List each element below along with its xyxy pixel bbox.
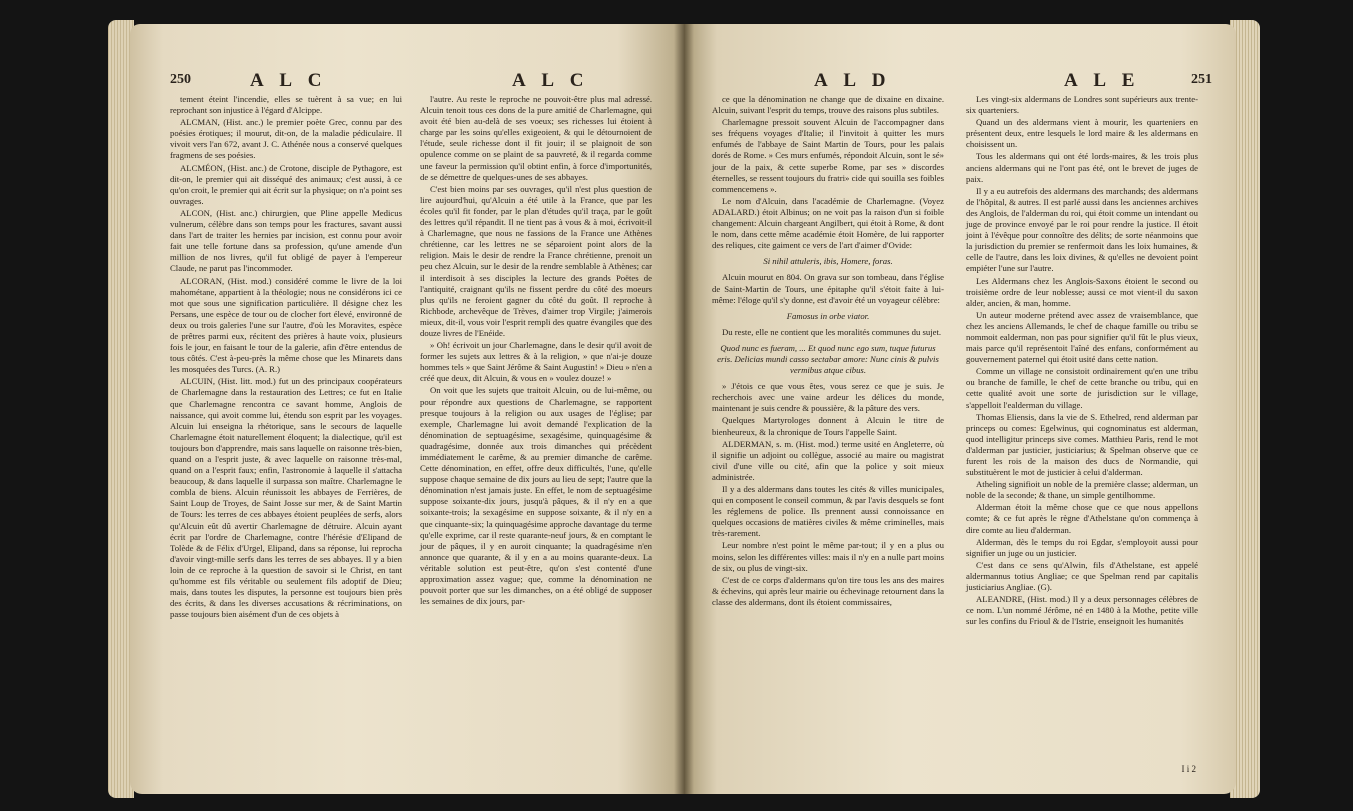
book-gutter bbox=[674, 24, 694, 794]
paragraph: Si nihil attuleris, ibis, Homere, foras. bbox=[763, 256, 893, 267]
running-head: A L C bbox=[250, 70, 328, 91]
text-column bbox=[712, 94, 944, 609]
paragraph: » Oh! écrivoit un jour Charlemagne, dans le desir qu'il avoit de former les sujets aux lettres & à la religion, » que n'ai-je douze hommes tels » que Saint Jérôme & Saint Augustin! » Dieu » n'en a créé que deux, dit Alcuin, & vous en » voulez douze! » bbox=[420, 340, 652, 384]
paragraph: ALCUIN, (Hist. litt. mod.) fut un des principaux coopérateurs de Charlemagne dans la restauration des Lettres; ce fut en Italie que Charlemagne rencontra ce savant homme, Anglois de naissance, qui avoit comme lui, étendu son esprit par les voyages. Alcuin lui enseigna la rhétorique, sans le secours de laquelle Charlemagne étoit naturellement éloquent; la dialectique, qu'il est toujours bon d'apprendre, mais sans laquelle on raisonne très-bien, quand on a l'esprit juste, & avec laquelle on raisonne très-mal, quand on a l'esprit faux; enfin, l'astronomie à laquelle il s'attacha beaucoup, & dans laquelle il surpassa son maître. Charlemagne le combla de biens. Alcuin réunissoit les abbayes de Ferrières, de Saint Loup de Troyes, de Saint Josse sur mer, & de Saint Martin de Tours: les terres de ces abbayes étoient peuplées de serfs, alors qu'Alcuin eût dû avertir Charlemagne de détruire. Alcuin ayant écrit par l'ordre de Charlemagne, contre l'hérésie d'Elipand de Tolède & de Félix d'Urgel, Elipand, dans sa réponse, lui reprocha d'avoir vingt-mille serfs dans les terres de ses abbayes. Il y a bien loin de ce reproche à la question de savoir si le Christ, en tant qu'homme est fils véritable ou seulement fils adoptif de Dieu; mais, dans toutes les disputes, la personne est toujours bien près des écrits, & dans les diverses accusations & récriminations, on passe toujours bien aisément d'un de ces objets à bbox=[170, 376, 402, 620]
paragraph: Il y a eu autrefois des aldermans des marchands; des aldermans de l'hôpital, & autres. Il est parlé aussi dans les anciennes archives des Anglois, de l'alderman du roi, qui étoit comme un intendant ou juge de province envoyé par le roi pour rendre la justice. Il étoit joint à l'évêque pour connoître des délits; de sorte néanmoins que la jurisdiction du premier se renfermoit dans les loix humaines, & celle de l'autre, dans les loix divines, & qu'elles ne devoient point empiéter l'une sur l'autre. bbox=[966, 185, 1198, 274]
paragraph: Les Aldermans chez les Anglois-Saxons étoient le second ou troisième ordre de leur noblesse; aussi ce mot vient-il du saxon alder, ancien, & man, homme. bbox=[966, 275, 1198, 308]
paragraph: Le nom d'Alcuin, dans l'académie de Charlemagne. (Voyez ADALARD.) étoit Albinus; on ne voit pas la raison d'un si foible changement: Alcuin chargeant Angilbert, qui étoit à Rome, & dont le nom, dans cette même académie étoit Homère, de lui rapporter des reliques, cite gaiment ce vers de l'art d'aimer d'Ovide: bbox=[712, 195, 944, 251]
paragraph: Du reste, elle ne contient que les moralités communes du sujet. bbox=[722, 326, 942, 337]
paragraph: C'est bien moins par ses ouvrages, qu'il n'est plus question de lire aujourd'hui, qu'Alcuin a été utile à la France, que par les écoles qu'il fit fonder, par le plan d'études qu'il traça, par le goût des lettres qu'il répandit. Il ne tient pas à vous & à moi, écrivoit-il à Charlemagne, que nous ne fassions de la France une Athènes chrétienne, car les lettres ne se séparoient point alors de la religion. Mais le desir de rendre la France chrétienne, prenoit un peu chez Alcuin, sur le desir de la rendre semblable à Athènes; car il interdisoit à ses disciples la lecture des grands Poëtes de l'antiquité, craignant qu'ils ne fissent perdre du côté des moeurs plus qu'ils ne feroient gagner du côté du goût. Il reproche à Richbode, archevêque de Trèves, d'aimer trop Virgile; j'aimerois mieux, dit-il, vous voir l'esprit rempli des quatre évangiles que des douze livres de l'Enéide. bbox=[420, 183, 652, 338]
paragraph: Les vingt-six aldermans de Londres sont supérieurs aux trente-six quarteniers. bbox=[966, 94, 1198, 116]
paragraph: Alderman, dès le temps du roi Egdar, s'employoit aussi pour signifier un juge ou un justicier. bbox=[966, 536, 1198, 558]
paragraph: On voit que les sujets que traitoit Alcuin, ou de lui-même, ou pour répondre aux questions de Charlemagne, se rapportent presque toujours à la religion ou aux usages de l'église; par exemple, Charlemagne lui avoit demandé l'explication de la dénomination de septuagésime, sexagésime, quinquagésime & quadragésime, donnée aux trois dimanches qui précèdent immédiatement le carême, & au premier dimanche de carême. Cette dénomination, en effet, offre deux difficultés, l'une, qu'elle suppose chaque semaine de dix jours au lieu de sept; l'autre que la dénomination n'est jamais juste. En effet, le nom de septuagésime suppose soixante-dix jours, jusqu'à pâques, & il n'y en a que soixante-trois; la sexagésime en suppose soixante, & il n'y en a que cinquante-six; la quinquagésime approche davantage du terme qu'elle exprime, car il reste quarante-neuf jours, & en comptant le jour de pâques, il y en auroit cinquante; la quadragésime n'en annonce que quarante, & il y en a au moins quarante-deux. La véritable solution est peut-être, qu'on s'est contenté d'une approximation assez vague; que, comme la dénomination ne pouvoit porter que sur les dimanches, on a été obligé de supposer les semaines de dix jours, par- bbox=[420, 385, 652, 607]
paragraph: C'est dans ce sens qu'Alwin, fils d'Athelstane, est appelé aldermannus totius Angliae; ce que Spelman rend par capitalis justiciarius Angliae. (G). bbox=[966, 559, 1198, 593]
paragraph: Il y a des aldermans dans toutes les cités & villes municipales, qui en composent le conseil commun, & par l'avis desquels se font les réglemens de police. Ils prennent aussi connoissance en quelques occasions de matières civiles & même criminelles, mais très-rarement. bbox=[712, 484, 944, 539]
open-book bbox=[108, 12, 1260, 805]
paragraph: ALCMAN, (Hist. anc.) le premier poète Grec, connu par des poésies érotiques; il mourut, dit-on, de la maladie pédiculaire. Il vivoit vers l'an 672, avant J. C. Athénée nous a conservé quelques fragmens de ses poésies. bbox=[170, 117, 402, 161]
catchword: I i 2 bbox=[1181, 764, 1196, 774]
paragraph: Tous les aldermans qui ont été lords-maires, & les trois plus anciens aldermans qui ne l'ont pas été, ont le brevet de juges de paix. bbox=[966, 151, 1198, 184]
paragraph: tement éteint l'incendie, elles se tuèrent à sa vue; en lui reprochant son injustice à l'égard d'Alcippe. bbox=[170, 94, 402, 116]
paragraph: ALEANDRE, (Hist. mod.) Il y a deux personnages célèbres de ce nom. L'un nommé Jérôme, né en 1480 à la Mothe, petite ville sur les confins du Frioul & de l'Istrie, enseignoit les humanités bbox=[966, 594, 1198, 627]
paragraph: ce que la dénomination ne change que de dixaine en dixaine. Alcuin, suivant l'esprit du temps, trouve des raisons plus subtiles. bbox=[712, 94, 944, 116]
text-column bbox=[170, 94, 402, 621]
paragraph: Atheling signifioit un noble de la première classe; alderman, un noble de la seconde; & thane, un simple gentilhomme. bbox=[966, 479, 1198, 501]
right-page bbox=[684, 24, 1236, 794]
paragraph: l'autre. Au reste le reproche ne pouvoit-être plus mal adressé. Alcuin tenoit tous ces dons de la pure amitié de Charlemagne, qui avoit été bien au-delà de ses voeux; ses richesses lui étoient à charge par les soins qu'elles exigeoient, & qui le détournoient de l'étude, seule richesse dont il fit jouir; il se plaignoit de son opulence comme on se plaint de sa pauvreté, & il regarda comme une faveur la permission qu'il obtint enfin, à force d'importunités, de se démettre de quelques-unes de ses abbayes. bbox=[420, 94, 652, 182]
left-page bbox=[130, 24, 684, 794]
paragraph: Un auteur moderne prétend avec assez de vraisemblance, que chez les anciens Allemands, le chef de chaque famille ou tribu se nommoit ealderman, non pas pour signifier qu'il fût le plus vieux, mais parce qu'il représentoit l'aîné des enfans, conformément au gouvernement paternel qui étoit usité dans cette nation. bbox=[966, 309, 1198, 365]
paragraph: Leur nombre n'est point le même par-tout; il y en a plus ou moins, selon les différentes villes: mais il n'y en a nulle part moins de six, ou plus de vingt-six. bbox=[712, 540, 944, 573]
page-number: 251 bbox=[1191, 72, 1212, 87]
running-head: A L D bbox=[814, 70, 892, 91]
text-column bbox=[966, 94, 1198, 628]
paragraph: Alderman étoit la même chose que ce que nous appellons comte; & ce fut après le règne d'Athelstane qu'on commença à dire comte au lieu d'alderman. bbox=[966, 502, 1198, 535]
page-number: 250 bbox=[170, 72, 191, 87]
paragraph: Famosus in orbe viator. bbox=[786, 310, 870, 321]
paragraph: Quelques Martyrologes donnent à Alcuin le titre de bienheureux, & la chronique de Tours l'appelle Saint. bbox=[712, 415, 944, 437]
paragraph: C'est de ce corps d'aldermans qu'on tire tous les ans des maires & échevins, qui après leur mairie ou échevinage retournent dans la classe des aldermans, dont ils étoient commissaires, bbox=[712, 574, 944, 607]
paragraph: ALDERMAN, s. m. (Hist. mod.) terme usité en Angleterre, où il signifie un adjoint ou collègue, associé au maire ou magistrat civil d'une ville ou cité, afin que la police y soit mieux administrée. bbox=[712, 438, 944, 482]
paragraph: ALCORAN, (Hist. mod.) considéré comme le livre de la loi mahométane, appartient à la théologie; nous ne considérons ici ce mot que sous une signification particulière. Il désigne chez les Persans, une espèce de tour ou de clocher fort élevé, environné de deux ou trois galeries l'une sur l'autre, d'où les Moravites, espèce de prêtres parmi eux, récitent des prières à haute voix, plusieurs fois le jour, en faisant le tour de la galerie, afin d'être entendus de tous côtés. C'est à-peu-près la même chose que les Minarets dans les mosquées des Turcs. (A. R.) bbox=[170, 275, 402, 375]
paragraph: Thomas Eliensis, dans la vie de S. Ethelred, rend alderman par princeps ou comes: Egelwinus, qui cognominatus est alderman, quod intelligitur princeps sive comes. Matthieu Paris, rend le mot d'alderman par justicier, justiciarius; & Spelman observe que ce furent les rois de la maison des ducs de Normandie, qui substituèrent le mot de justicier à celui d'alderman. bbox=[966, 411, 1198, 478]
paragraph: Comme un village ne consistoit ordinairement qu'en une tribu ou branche de famille, le chef de cette branche ou tribu, qui en cette qualité avoit une sorte de jurisdiction sur le village, s'appelloit l'ealderman du village. bbox=[966, 366, 1198, 410]
paragraph: ALCON, (Hist. anc.) chirurgien, que Pline appelle Medicus vulnerum, célèbre dans son temps pour les fractures, savant aussi dans l'art de traiter les hernies par incision, est connu pour avoir fait une telle fortune dans sa profession, qu'une amende d'un million de nos livres, qu'il fut obligé de payer à l'empereur Claude, ne parut pas l'incommoder. bbox=[170, 207, 402, 274]
running-head: A L E bbox=[1064, 70, 1141, 91]
paragraph: Alcuin mourut en 804. On grava sur son tombeau, dans l'église de Saint-Martin de Tours, une épitaphe qu'il s'étoit faite à lui-même: l'éloge qu'il s'y donne, est d'avoir été un voyageur célèbre: bbox=[712, 272, 944, 305]
text-column bbox=[420, 94, 652, 608]
paragraph: Quand un des aldermans vient à mourir, les quarteniers en présentent deux, entre lesquels le lord maire & les aldermans en choisissent un. bbox=[966, 117, 1198, 150]
running-head: A L C bbox=[512, 70, 590, 91]
paragraph: Quod nunc es fueram, ... Et quod nunc ego sum, tuque futurus eris. Delicias mundi casso sectabar amore: Nunc cinis & pulvis vermibus atque cibus. bbox=[717, 342, 939, 376]
paragraph: » J'étois ce que vous êtes, vous serez ce que je suis. Je recherchois avec une vaine ardeur les délices du monde, maintenant je suis cendre & poussière, & la pâture des vers. bbox=[712, 381, 944, 414]
paragraph: Charlemagne pressoit souvent Alcuin de l'accompagner dans ses fréquens voyages d'Italie; il l'invitoit à quitter les murs enfumés de l'abbaye de Saint Martin de Tours, pour les palais dorés de Rome. » Ces murs enfumés, répondoit Alcuin, sont le sé» jour de la paix, & cette superbe Rome, par ses » discordes éternelles, se ressent toujours du fratri» cide qui souilla ses foibles commencemens ». bbox=[712, 117, 944, 194]
paragraph: ALCMÉON, (Hist. anc.) de Crotone, disciple de Pythagore, est dit-on, le premier qui ait disséqué des animaux; c'est aussi, à ce qu'on croit, le premier qui ait écrit sur la physique; on n'a point ses ouvrages. bbox=[170, 162, 402, 206]
